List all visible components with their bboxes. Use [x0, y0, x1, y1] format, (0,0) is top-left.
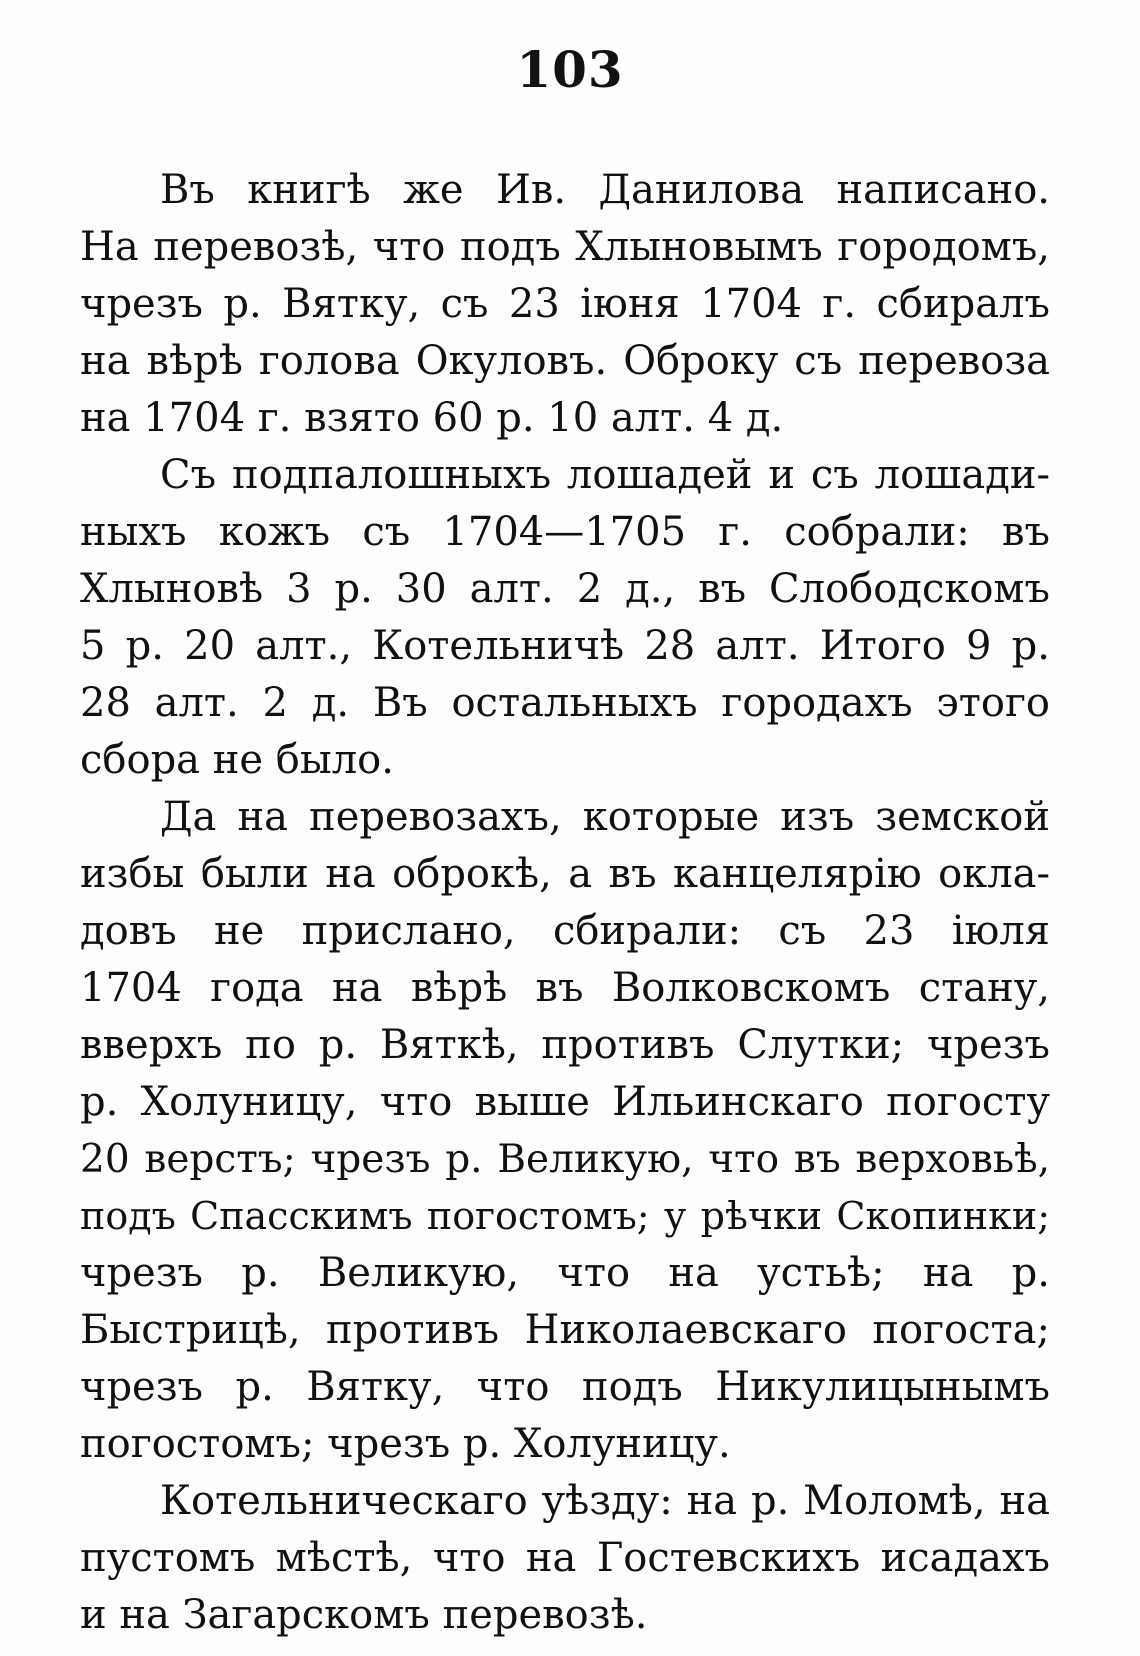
paragraph-3-line-6: р. Холуницу, что выше Ильинскаго погосту: [80, 1079, 1050, 1125]
paragraph-3-line-10: Быстрицѣ, противъ Николаевскаго погоста;: [80, 1307, 1050, 1353]
paragraph-4-line-3: и на Загарскомъ перевозѣ.: [80, 1592, 648, 1638]
paragraph-3-line-1: Да на перевозахъ, которые изъ земской: [160, 794, 1050, 840]
paragraph-2-line-1: Съ подпалошныхъ лошадей и съ лошади-: [160, 452, 1050, 498]
paragraph-3-line-2: избы были на оброкѣ, а въ канцелярію окла-: [80, 851, 1050, 897]
paragraph-1-line-3: чрезъ р. Вятку, съ 23 іюня 1704 г. сбиралъ: [80, 281, 1050, 327]
paragraph-2-line-2: ныхъ кожъ съ 1704—1705 г. собрали: въ: [80, 509, 1050, 555]
paragraph-3-line-12: погостомъ; чрезъ р. Холуницу.: [80, 1421, 731, 1467]
paragraph-3-line-5: вверхъ по р. Вяткѣ, противъ Слутки; чрезъ: [80, 1022, 1050, 1068]
paragraph-3-line-8: подъ Спасскимъ погостомъ; у рѣчки Скопинки;: [80, 1194, 1050, 1238]
paragraph-2-line-5: 28 алт. 2 д. Въ остальныхъ городахъ этого: [80, 680, 1050, 726]
paragraph-3-line-3: довъ не прислано, сбирали: съ 23 іюля: [80, 908, 1050, 954]
paragraph-3-line-9: чрезъ р. Великую, что на устьѣ; на р.: [80, 1250, 1050, 1296]
paragraph-2-line-6: сбора не было.: [80, 737, 394, 783]
body-text: [80, 162, 1050, 1644]
page-number: 103: [516, 40, 624, 99]
paragraph-1-line-2: На перевозѣ, что подъ Хлыновымъ городомъ,: [80, 224, 1050, 270]
paragraph-1-line-4: на вѣрѣ голова Окуловъ. Оброку съ перевоза: [80, 338, 1050, 384]
paragraph-3-line-7: 20 верстъ; чрезъ р. Великую, что въ верховьѣ,: [80, 1137, 1050, 1182]
paragraph-2-line-3: Хлыновѣ 3 р. 30 алт. 2 д., въ Слободскомъ: [80, 566, 1050, 612]
paragraph-1-line-5: на 1704 г. взято 60 р. 10 алт. 4 д.: [80, 395, 784, 441]
paragraph-2-line-4: 5 р. 20 алт., Котельничѣ 28 алт. Итого 9 р.: [80, 623, 1050, 669]
paragraph-3-line-4: 1704 года на вѣрѣ въ Волковскомъ стану,: [80, 965, 1050, 1011]
paragraph-1-line-1: Въ книгѣ же Ив. Данилова написано.: [160, 167, 1050, 213]
paragraph-4-line-2: пустомъ мѣстѣ, что на Гостевскихъ исадахъ: [80, 1535, 1050, 1581]
paragraph-4-line-1: Котельническаго уѣзду: на р. Моломѣ, на: [160, 1478, 1050, 1524]
paragraph-3-line-11: чрезъ р. Вятку, что подъ Никулицынымъ: [80, 1364, 1050, 1410]
